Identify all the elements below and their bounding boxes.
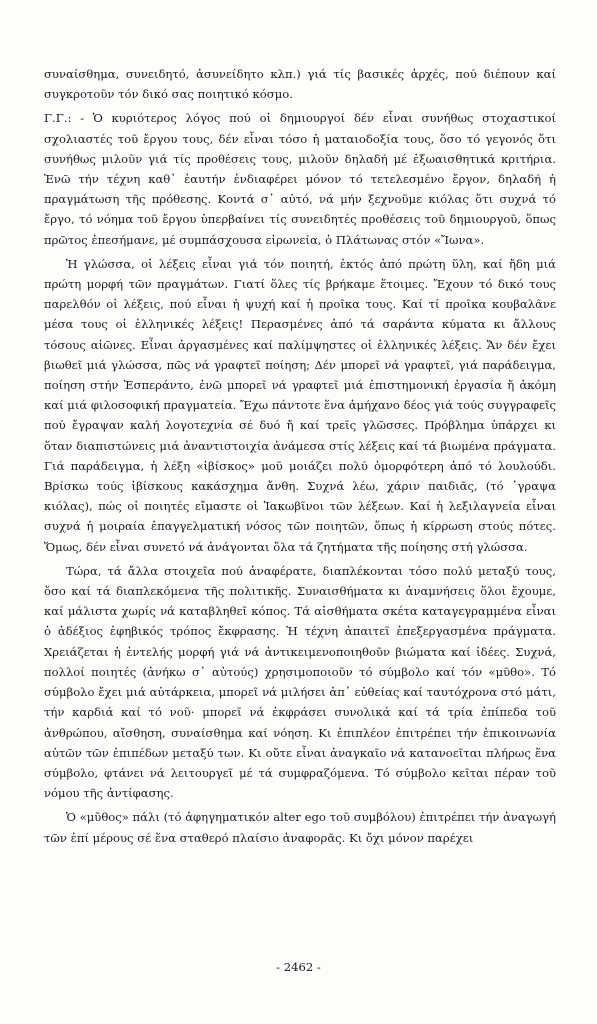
paragraph-symbol: Τώρα, τά ἄλλα στοιχεῖα πού ἀναφέρατε, διαπλέκονται τόσο πολύ μεταξύ τους, ὅσο καί τά διαπλεκόμενα τῆς πολιτικῆς. Συναισθήματα κι ἀναμνήσεις ὅλοι ἔχουμε, καί μάλιστα χωρίς νά καταβληθεῖ κόπος. Τά αἰσθήματα σκέτα καταγεγραμμένα εἶναι ὁ ἀδέξιος ἐφηβικός τρόπος ἔκφρασης. Ἡ τέχνη ἀπαιτεῖ ἐπεξεργασμένα πράγματα. Χρειάζεται ἡ ἐντελής μορφή γιά νά ἀντικειμενοποιηθοῦν βιώματα καί ἰδέες. Συχνά, πολλοί ποιητές (ἀνήκω σ᾿ αὐτούς) χρησιμοποιοῦν τό σύμβολο καί τόν «μῦθο». Τό σύμβολο ἔχει μιά αὐτάρκεια, μπορεῖ νά μιλήσει ἀπ᾿ εὐθείας καί ταυτόχρονα στό μάτι, τήν καρδιά καί τό νοῦ· μπορεῖ νά ἐκφράσει συνολικά καί τά τρία ἐπίπεδα τοῦ ἀνθρώπου, αἴσθηση, συναίσθημα καί νόηση. Κι ἐπιπλέον ἐπιτρέπει τήν ἐπικοινωνία αὐτῶν τῶν ἐπιπέδων μεταξύ των. Κι οὔτε εἶναι ἀναγκαῖο νά κατανοεῖται πλήρως ἕνα σύμβολο, φτάνει νά λειτουργεῖ μέ τά συμφραζόμενα. Τό σύμβολο κεῖται πέραν τοῦ νόμου τῆς ἀντίφασης.: [44, 563, 556, 801]
paragraph-language: Ἡ γλώσσα, οἱ λέξεις εἶναι γιά τόν ποιητή, ἐκτός ἀπό πρώτη ὕλη, καί ἤδη μιά πρώτη μορφή τῶν πραγμάτων. Γιατί ὅλες τίς βρήκαμε ἕτοιμες. Ἔχουν τό δικό τους παρελθόν οἱ λέξεις, πού εἶναι ἡ ψυχή καί ἡ προῖκα τους. Καί τί προῖκα κουβαλᾶνε μέσα τους οἱ ἑλληνικές λέξεις! Περασμένες ἀπό τά σαράντα κύματα κι ἄλλους τόσους αἰῶνες. Εἶναι ἀργασμένες καί παλίμψηστες οἱ ἑλληνικές λέξεις. Ἄν δέν ἔχει βιωθεῖ μιά γλώσσα, πῶς νά γραφτεῖ ποίηση; Δέν μπορεῖ νά γραφτεῖ, γιά παράδειγμα, ποίηση στήν Ἐσπεράντο, ἐνῶ μπορεῖ νά γραφτεῖ μιά ἐπιστημονική ἐργασία ἤ ἀκόμη καί μιά φιλοσοφική πραγματεία. Ἔχω πάντοτε ἕνα ἀμήχανο δέος γιά τούς συγγραφεῖς πού ἔγραψαν καλή λογοτεχνία σέ δυό ἤ καί τρεῖς γλῶσσες. Πρόβλημα ὑπάρχει κι ὅταν διαπιστώνεις μιά ἀναντιστοιχία ἀνάμεσα στίς λέξεις καί τά βιωμένα πράγματα. Γιά παράδειγμα, ἡ λέξη «ἰβίσκος» μοῦ μοιάζει πολύ ὀμορφότερη ἀπό τό λουλούδι. Βρίσκω τούς ἰβίσκους κακάσχημα ἄνθη. Συχνά λέω, χάριν παιδιᾶς, (τό ᾿γραψα κιόλας), πώς οἱ ποιητές εἴμαστε οἱ Ἰακωβῖνοι τῶν λέξεων. Καί ἡ λεξιλαγνεία εἶναι συχνά ἡ μοιραία ἐπαγγελματική νόσος τῶν ποιητῶν, ὅπως ἡ κίρρωση στούς πότες. Ὅμως, δέν εἶναι συνετό νά ἀνάγονται ὅλα τά ζητήματα τῆς ποίησης στή γλώσσα.: [44, 256, 556, 554]
paragraph-myth: Ὁ «μῦθος» πάλι (τό ἀφηγηματικόν alter ego τοῦ συμβόλου) ἐπιτρέπει τήν ἀναγωγή τῶν ἐπί μέρους σέ ἕνα σταθερό πλαίσιο ἀναφορᾶς. Κι ὄχι μόνον παρέχει: [44, 810, 556, 845]
page-number: - 2462 -: [276, 960, 321, 974]
paragraph-interview-answer: Γ.Γ.: - Ὁ κυριότερος λόγος πού οἱ δημιουργοί δέν εἶναι συνήθως στοχαστικοί σχολιαστές τοῦ ἔργου τους, δέν εἶναι τόσο ἡ ματαιοδοξία τους, ὅσο τό γεγονός ὅτι συνήθως μιλοῦν γιά τίς προθέσεις τους, μιλοῦν δηλαδή μέ ἐξωαισθητικά κριτήρια. Ἐνῶ τήν τέχνη καθ᾿ ἑαυτήν ἐνδιαφέρει μόνον τό τετελεσμένο ἔργον, δηλαδή ἡ πραγμάτωση τῆς πρόθεσης. Κοντά σ᾿ αὐτό, νά μήν ξεχνοῦμε κιόλας ὅτι συχνά τό ἔργο, τό νόημα τοῦ ἔργου ὑπερβαίνει τίς συνειδητές προθέσεις τοῦ δημιουργοῦ, ὅπως πρῶτος ἐπεσήμανε, μέ συμπάσχουσα εἰρωνεία, ὁ Πλάτωνας στόν «Ἴωνα».: [44, 111, 556, 247]
body-text: [44, 64, 556, 852]
paragraph-continuation: συναίσθημα, συνειδητό, ἀσυνείδητο κλπ.) γιά τίς βασικές ἀρχές, πού διέπουν καί συγκροτοῦν τόν δικό σας ποιητικό κόσμο.: [44, 67, 556, 102]
